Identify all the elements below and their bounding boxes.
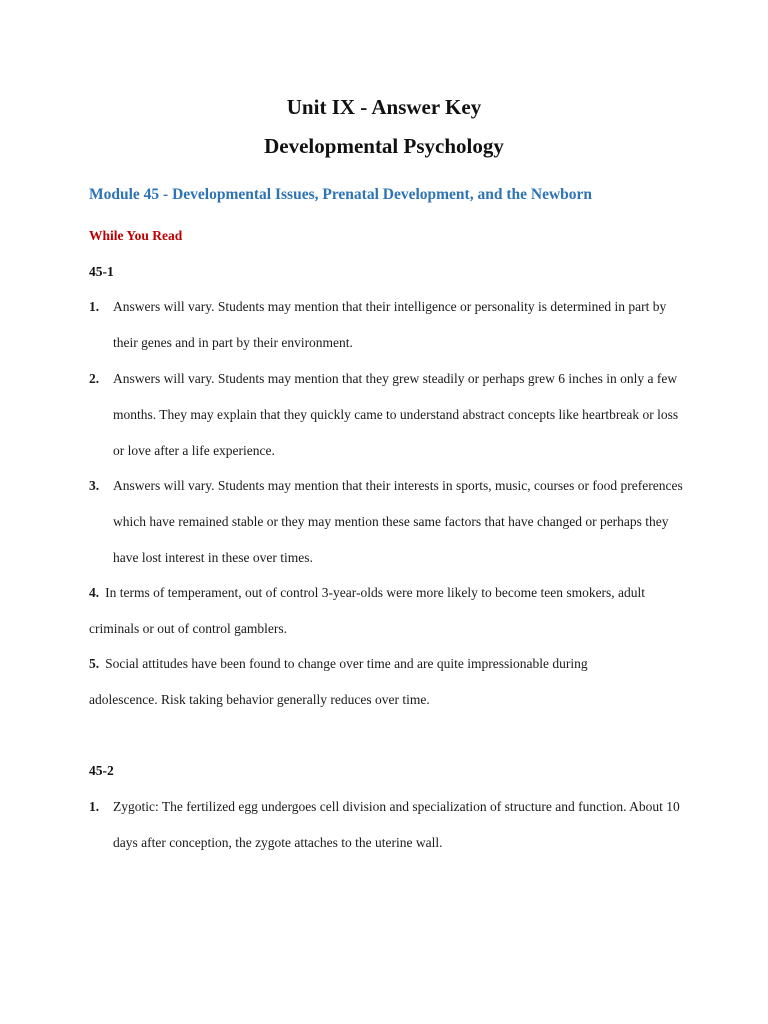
answer-item <box>89 289 689 361</box>
answer-text: In terms of temperament, out of control 3-year-olds were more likely to become teen smokers, adult criminals or out of control gamblers. <box>89 585 646 636</box>
answer-text: Zygotic: The fertilized egg undergoes cell division and specialization of structure and function. About 10 days after conception, the zygote attaches to the uterine wall. <box>113 799 680 850</box>
document-subtitle: Developmental Psychology <box>264 134 504 158</box>
answer-text: Social attitudes have been found to change over time and are quite impressionable during adolescence. Risk taking behavior generally reduces over time. <box>89 656 588 707</box>
answer-item <box>89 646 649 718</box>
answer-number: 2. <box>89 371 100 386</box>
answer-number: 1. <box>89 799 100 814</box>
answer-text: Answers will vary. Students may mention that they grew steadily or perhaps grew 6 inches in only a few months. They may explain that they quickly came to understand abstract concepts like heartbreak or loss or love after a life experience. <box>113 371 679 458</box>
answer-number: 5. <box>89 656 100 671</box>
answer-text: Answers will vary. Students may mention that their intelligence or personality is determined in part by their genes and in part by their environment. <box>113 299 667 350</box>
section-label: While You Read <box>89 228 183 243</box>
answer-number: 3. <box>89 478 100 493</box>
answer-text: Answers will vary. Students may mention that their interests in sports, music, courses or food preferences which have remained stable or they may mention these same factors that have changed or perhaps they have lost interest in these over times. <box>113 478 683 565</box>
answer-item <box>89 575 649 647</box>
answer-number: 1. <box>89 299 100 314</box>
answer-item <box>89 361 689 469</box>
answer-item <box>89 789 689 861</box>
document-title: Unit IX - Answer Key <box>286 95 482 119</box>
subsection-label-45-1: 45-1 <box>89 264 114 279</box>
answer-item <box>89 468 689 576</box>
module-heading: Module 45 - Developmental Issues, Prenatal Development, and the Newborn <box>89 186 593 203</box>
subsection-label-45-2: 45-2 <box>89 763 114 778</box>
answer-number: 4. <box>89 585 100 600</box>
